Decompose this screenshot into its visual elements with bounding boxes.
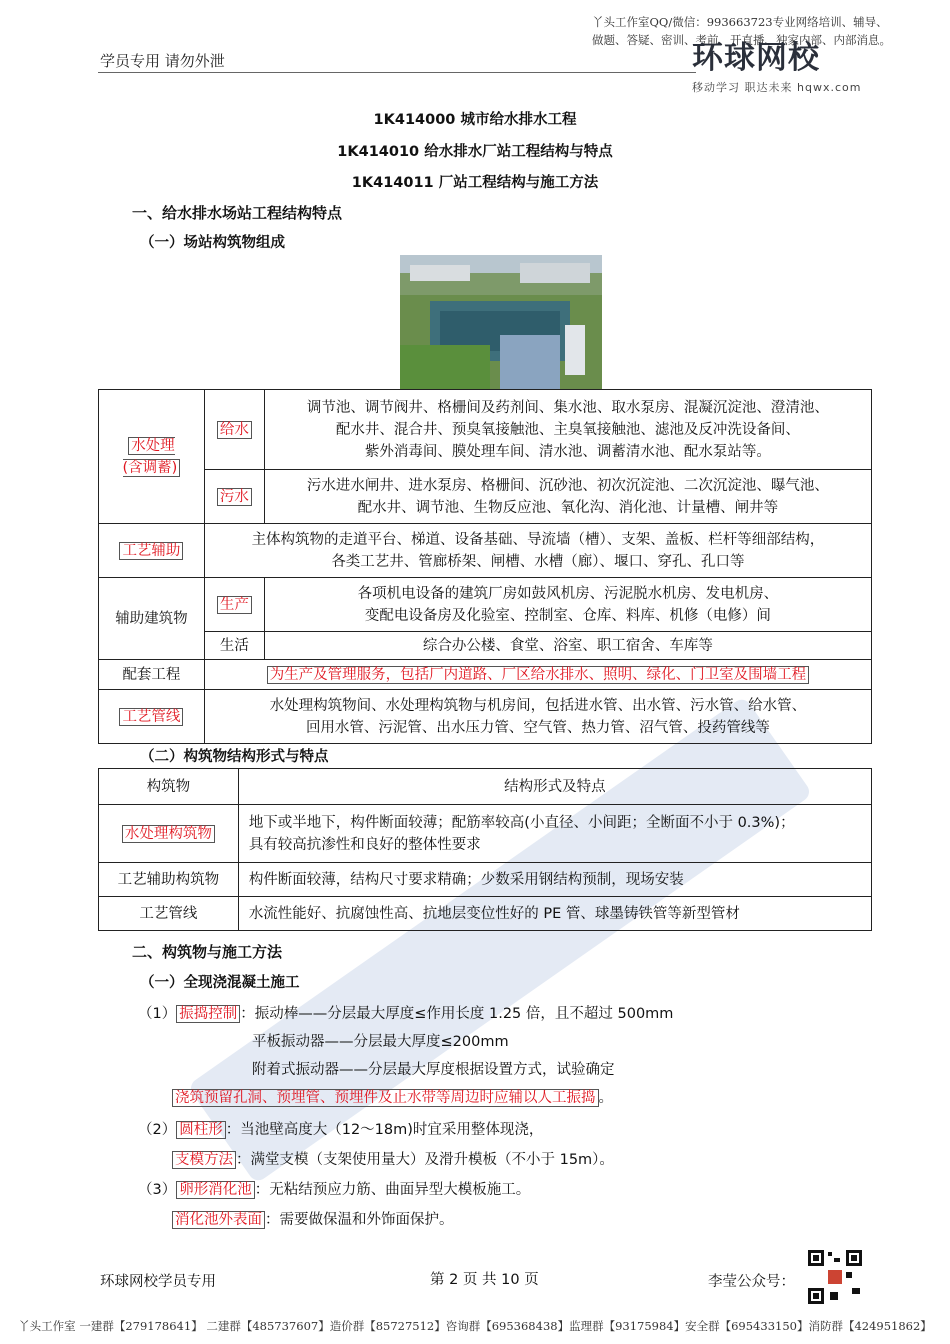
logo xyxy=(692,32,872,95)
bottom-group-list: 丫头工作室 一建群【279178641】 二建群【485737607】造价群【85727512】咨询群【695368438】监理群【93175984】安全群【695433150】消防群【424951862】 xyxy=(18,1319,932,1333)
item-3: （3） 卵形消化池 ：无粘结预应力筋、曲面异型大模板施工。 xyxy=(138,1182,531,1198)
supply-desc: 调节池、调节阀井、格栅间及药剂间、集水池、取水泵房、混凝沉淀池、澄清池、 配水井、混合井、预臭氧接触池、主臭氧接触池、滤池及反冲洗设备间、 紫外消毒间、膜处理车间、清水池、调蓄清水池、配水泵站等。 xyxy=(264,390,871,470)
supporting-desc: 为生产及管理服务，包括厂内道路、厂区给水排水、照明、绿化、门卫室及围墙工程 xyxy=(267,666,810,684)
table-row-name: 水处理构筑物 xyxy=(122,825,215,843)
living-label: 生活 xyxy=(204,632,264,660)
item-2: （2） 圆柱形 ：当池壁高度大（12～18m)时宜采用整体现浇， xyxy=(138,1122,544,1138)
page-number: 第 2 页 共 10 页 xyxy=(430,1272,539,1288)
item-1-line3: 附着式振动器——分层最大厚度根据设置方式，试验确定 xyxy=(252,1062,615,1078)
footer-left: 环球网校学员专用 xyxy=(100,1274,216,1290)
heading-1-1: （一）场站构筑物组成 xyxy=(140,235,285,251)
item-1-line2: 平板振动器——分层最大厚度≤200mm xyxy=(252,1034,509,1050)
item-3-line2: 消化池外表面 ：需要做保温和外饰面保护。 xyxy=(172,1208,454,1229)
pipeline-label: 工艺管线 xyxy=(119,708,183,726)
logo-text: 环球网校 xyxy=(692,40,820,76)
row-water-treatment xyxy=(99,390,205,524)
item-1-label: 振捣控制 xyxy=(176,1005,240,1023)
pipeline-desc: 水处理构筑物间、水处理构筑物与机房间，包括进水管、出水管、污水管、给水管、 回用水管、污泥管、出水压力管、空气管、热力管、沼气管、投药管线等 xyxy=(204,690,871,744)
item-2-label: 圆柱形 xyxy=(176,1121,226,1139)
heading-2-1: （一）全现浇混凝土施工 xyxy=(140,975,300,991)
student-only-label: 学员专用 请勿外泄 xyxy=(100,52,225,70)
structure-form-table xyxy=(98,768,872,931)
item-1-note: 浇筑预留孔洞、预埋管、预埋件及止水带等周边时应辅以人工振捣 。 xyxy=(172,1086,613,1107)
chapter-title: 1K414000 城市给水排水工程 xyxy=(373,112,577,128)
subsection-title: 1K414011 厂站工程结构与施工方法 xyxy=(351,175,599,191)
living-desc: 综合办公楼、食堂、浴室、职工宿舍、车库等 xyxy=(264,632,871,660)
production-desc: 各项机电设备的建筑厂房如鼓风机房、污泥脱水机房、发电机房、 变配电设备房及化验室、控制室、仓库、料库、机修（电修）间 xyxy=(264,578,871,632)
table-row-desc: 地下或半地下，构件断面较薄；配筋率较高(小直径、小间距；全断面不小于 0.3%)； 具有较高抗渗性和良好的整体性要求 xyxy=(238,805,871,863)
heading-1: 一、给水排水场站工程结构特点 xyxy=(132,204,343,222)
heading-1-2: （二）构筑物结构形式与特点 xyxy=(140,749,329,765)
col-header-form: 结构形式及特点 xyxy=(238,769,871,805)
sewage-desc: 污水进水闸井、进水泵房、格栅间、沉砂池、初次沉淀池、二次沉淀池、曝气池、 配水井、调节池、生物反应池、氧化沟、消化池、计量槽、闸井等 xyxy=(264,470,871,524)
logo-subtitle: 移动学习 职达未来 hqwx.com xyxy=(692,81,862,94)
plant-photo xyxy=(400,255,602,389)
process-aux-desc: 主体构筑物的走道平台、梯道、设备基础、导流墙（槽）、支架、盖板、栏杆等细部结构， 各类工艺井、管廊桥架、闸槽、水槽（廊）、堰口、穿孔、孔口等 xyxy=(204,524,871,578)
water-treatment-label: 水处理 (含调蓄) xyxy=(123,437,181,477)
process-aux-label: 工艺辅助 xyxy=(119,542,183,560)
structure-composition-table xyxy=(98,389,872,744)
item-3-label: 卵形消化池 xyxy=(176,1181,255,1199)
aux-building-label: 辅助建筑物 xyxy=(99,578,205,660)
table-row-desc: 水流性能好、抗腐蚀性高、抗地层变位性好的 PE 管、球墨铸铁管等新型管材 xyxy=(238,897,871,931)
sewage-label: 污水 xyxy=(217,488,252,506)
col-header-structure: 构筑物 xyxy=(99,769,239,805)
footer-right: 李莹公众号： xyxy=(708,1274,795,1290)
heading-2: 二、构筑物与施工方法 xyxy=(132,943,283,961)
header-watermark: 丫头工作室QQ/微信：993663723专业网络培训、辅导、 做题、答疑、密训、考前、开直播、独家内部、内部消息。 xyxy=(592,15,891,47)
section-title: 1K414010 给水排水厂站工程结构与特点 xyxy=(337,144,613,160)
production-label: 生产 xyxy=(217,596,252,614)
header-divider xyxy=(98,72,696,73)
qr-code-icon xyxy=(806,1248,864,1306)
table-row-name: 工艺辅助构筑物 xyxy=(99,863,239,897)
table-row-desc: 构件断面较薄，结构尺寸要求精确；少数采用钢结构预制，现场安装 xyxy=(238,863,871,897)
table-row-name: 工艺管线 xyxy=(99,897,239,931)
supporting-label: 配套工程 xyxy=(99,660,205,690)
supply-label: 给水 xyxy=(217,421,252,439)
item-1: （1） 振捣控制 ：振动棒——分层最大厚度≤作用长度 1.25 倍，且不超过 500mm xyxy=(138,1006,674,1022)
item-2-line2: 支模方法 ：满堂支模（支架使用量大）及滑升模板（不小于 15m）。 xyxy=(172,1148,614,1169)
